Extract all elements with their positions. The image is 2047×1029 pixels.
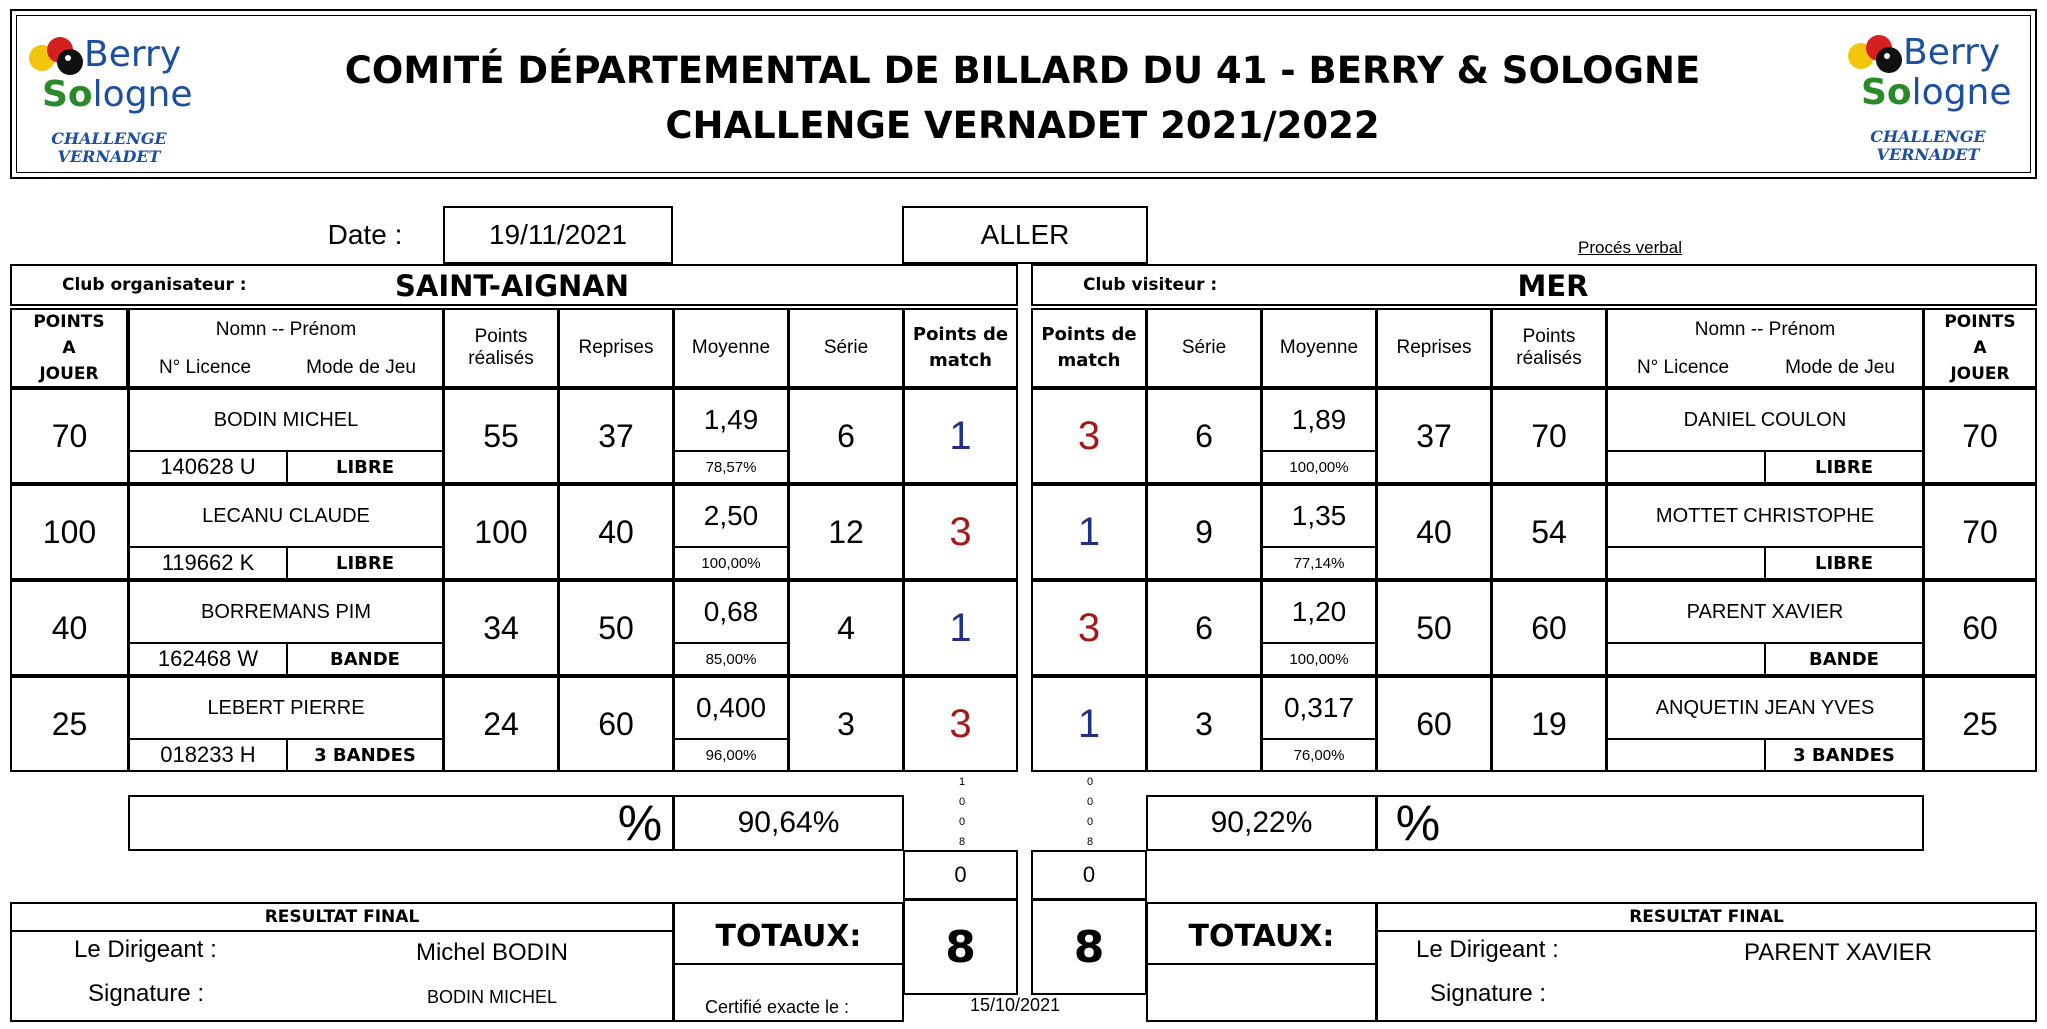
home-col-reprises: Reprises bbox=[558, 308, 674, 388]
away-player-mode: LIBRE bbox=[1764, 546, 1924, 580]
home-serie: 6 bbox=[788, 388, 904, 484]
away-player-licence bbox=[1606, 642, 1766, 676]
home-total: 8 bbox=[903, 899, 1018, 995]
away-percent-bar bbox=[1376, 795, 1924, 851]
away-points-a-jouer: 60 bbox=[1923, 580, 2037, 676]
home-player-name: LECANU CLAUDE bbox=[128, 484, 444, 548]
away-col-nom-label: Nomn -- Prénom bbox=[1694, 319, 1836, 340]
away-points-realises: 54 bbox=[1491, 484, 1607, 580]
away-club-name: MER bbox=[1517, 269, 1589, 303]
home-moyenne-pct: 96,00% bbox=[673, 738, 789, 772]
away-points-a-jouer: 25 bbox=[1923, 676, 2037, 772]
away-col-points-realises: Points réalisés bbox=[1491, 308, 1607, 388]
home-percent-sign: % bbox=[617, 795, 663, 851]
billiard-balls-icon bbox=[1845, 32, 1907, 76]
home-signature-label: Signature : bbox=[88, 980, 205, 1007]
away-percent-value: 90,22% bbox=[1146, 795, 1377, 851]
away-reprises: 50 bbox=[1376, 580, 1492, 676]
away-club-label: Club visiteur : bbox=[1083, 275, 1218, 295]
home-player-mode: LIBRE bbox=[286, 450, 444, 484]
away-points-realises: 70 bbox=[1491, 388, 1607, 484]
home-player-name: BORREMANS PIM bbox=[128, 580, 444, 644]
away-points-match: 3 bbox=[1031, 388, 1147, 484]
away-moyenne-pct: 100,00% bbox=[1261, 450, 1377, 484]
away-totaux-label: TOTAUX: bbox=[1148, 909, 1375, 965]
away-moyenne-pct: 77,14% bbox=[1261, 546, 1377, 580]
home-tiny-digits: 1 0 0 8 bbox=[958, 776, 966, 848]
away-col-moyenne: Moyenne bbox=[1261, 308, 1377, 388]
totaux-box bbox=[673, 902, 904, 1022]
date-field: 19/11/2021 bbox=[443, 206, 673, 264]
away-col-nom bbox=[1606, 308, 1924, 388]
away-points-match: 1 bbox=[1031, 676, 1147, 772]
home-club-label: Club organisateur : bbox=[62, 275, 247, 295]
away-player-name: DANIEL COULON bbox=[1606, 388, 1924, 452]
home-reprises: 60 bbox=[558, 676, 674, 772]
home-club-bar bbox=[10, 264, 1018, 306]
away-points-match: 3 bbox=[1031, 580, 1147, 676]
home-totaux-label: TOTAUX: bbox=[675, 909, 902, 965]
home-signature-value: BODIN MICHEL bbox=[426, 986, 558, 1007]
home-serie: 3 bbox=[788, 676, 904, 772]
home-moyenne: 1,49 bbox=[673, 388, 789, 452]
away-player-name: ANQUETIN JEAN YVES bbox=[1606, 676, 1924, 740]
home-points-match: 1 bbox=[903, 388, 1018, 484]
away-player-mode: LIBRE bbox=[1764, 450, 1924, 484]
certifie-date: 15/10/2021 bbox=[970, 995, 1061, 1015]
home-player-licence: 162468 W bbox=[128, 642, 288, 676]
away-serie: 6 bbox=[1146, 388, 1262, 484]
home-moyenne-pct: 85,00% bbox=[673, 642, 789, 676]
home-col-moyenne: Moyenne bbox=[673, 308, 789, 388]
away-totaux-box bbox=[1146, 902, 1377, 1022]
away-moyenne: 1,20 bbox=[1261, 580, 1377, 644]
home-dirigeant-label: Le Dirigeant : bbox=[74, 936, 217, 963]
home-col-serie: Série bbox=[788, 308, 904, 388]
away-col-mode-label: Mode de Jeu bbox=[1785, 357, 1895, 378]
away-col-points-match: Points de match bbox=[1031, 308, 1147, 388]
date-label: Date : bbox=[327, 219, 403, 250]
logo-left bbox=[26, 30, 196, 170]
away-moyenne: 1,89 bbox=[1261, 388, 1377, 452]
away-moyenne: 1,35 bbox=[1261, 484, 1377, 548]
away-dirigeant-value: PARENT XAVIER bbox=[1743, 939, 1933, 966]
home-col-nom bbox=[128, 308, 444, 388]
away-total: 8 bbox=[1031, 899, 1147, 995]
home-points-realises: 55 bbox=[443, 388, 559, 484]
home-serie: 12 bbox=[788, 484, 904, 580]
away-percent-sign: % bbox=[1395, 795, 1441, 851]
home-points-a-jouer: 70 bbox=[10, 388, 129, 484]
away-player-mode: 3 BANDES bbox=[1764, 738, 1924, 772]
home-percent-bar bbox=[128, 795, 674, 851]
home-player-licence: 140628 U bbox=[128, 450, 288, 484]
away-reprises: 60 bbox=[1376, 676, 1492, 772]
away-moyenne-pct: 100,00% bbox=[1261, 642, 1377, 676]
away-player-licence bbox=[1606, 738, 1766, 772]
home-reprises: 40 bbox=[558, 484, 674, 580]
away-dirigeant-label: Le Dirigeant : bbox=[1416, 936, 1559, 963]
away-tiny-digits: 0 0 0 8 bbox=[1086, 776, 1094, 848]
away-col-points-a-jouer: POINTS A JOUER bbox=[1923, 308, 2037, 388]
proces-verbal-label: Procés verbal bbox=[1578, 238, 1682, 257]
away-serie: 6 bbox=[1146, 580, 1262, 676]
certifie-label: Certifié exacte le : bbox=[705, 997, 850, 1017]
away-signature-value bbox=[1678, 982, 1998, 1012]
home-moyenne: 0,68 bbox=[673, 580, 789, 644]
away-col-reprises: Reprises bbox=[1376, 308, 1492, 388]
away-player-name: PARENT XAVIER bbox=[1606, 580, 1924, 644]
away-points-realises: 19 bbox=[1491, 676, 1607, 772]
away-serie: 3 bbox=[1146, 676, 1262, 772]
away-points-realises: 60 bbox=[1491, 580, 1607, 676]
logo-sologne-text: Sologne bbox=[42, 74, 193, 115]
home-player-name: LEBERT PIERRE bbox=[128, 676, 444, 740]
home-percent-value: 90,64% bbox=[673, 795, 904, 851]
home-player-name: BODIN MICHEL bbox=[128, 388, 444, 452]
away-serie: 9 bbox=[1146, 484, 1262, 580]
logo-berry-text: Berry bbox=[84, 34, 182, 75]
home-points-realises: 24 bbox=[443, 676, 559, 772]
leg-field: ALLER bbox=[902, 206, 1148, 264]
home-moyenne: 2,50 bbox=[673, 484, 789, 548]
away-result-box bbox=[1376, 902, 2037, 1022]
home-points-match: 3 bbox=[903, 484, 1018, 580]
home-player-mode: LIBRE bbox=[286, 546, 444, 580]
billiard-balls-icon bbox=[26, 34, 88, 78]
home-moyenne: 0,400 bbox=[673, 676, 789, 740]
home-col-licence-label: N° Licence bbox=[158, 357, 252, 378]
home-points-match: 1 bbox=[903, 580, 1018, 676]
home-points-a-jouer: 25 bbox=[10, 676, 129, 772]
away-points-a-jouer: 70 bbox=[1923, 484, 2037, 580]
home-small-total: 0 bbox=[903, 850, 1018, 900]
away-player-mode: BANDE bbox=[1764, 642, 1924, 676]
home-points-a-jouer: 40 bbox=[10, 580, 129, 676]
home-serie: 4 bbox=[788, 580, 904, 676]
home-club-name: SAINT-AIGNAN bbox=[395, 269, 629, 303]
home-reprises: 37 bbox=[558, 388, 674, 484]
home-moyenne-pct: 78,57% bbox=[673, 450, 789, 484]
page-title: COMITÉ DÉPARTEMENTAL DE BILLARD DU 41 - BERRY & SOLOGNE bbox=[344, 48, 1701, 92]
logo-challenge-text: CHALLENGE VERNADET bbox=[1870, 127, 1986, 164]
away-player-licence bbox=[1606, 546, 1766, 580]
away-player-licence bbox=[1606, 450, 1766, 484]
away-reprises: 37 bbox=[1376, 388, 1492, 484]
home-resultat-final: RESULTAT FINAL bbox=[12, 904, 672, 932]
away-moyenne: 0,317 bbox=[1261, 676, 1377, 740]
home-result-box bbox=[10, 902, 674, 1022]
page-subtitle: CHALLENGE VERNADET 2021/2022 bbox=[665, 103, 1380, 147]
home-points-match: 3 bbox=[903, 676, 1018, 772]
away-signature-label: Signature : bbox=[1430, 980, 1547, 1007]
away-points-a-jouer: 70 bbox=[1923, 388, 2037, 484]
home-reprises: 50 bbox=[558, 580, 674, 676]
away-club-bar bbox=[1031, 264, 2037, 306]
away-small-total: 0 bbox=[1031, 850, 1147, 900]
logo-sologne-text: Sologne bbox=[1861, 72, 2012, 113]
away-player-name: MOTTET CHRISTOPHE bbox=[1606, 484, 1924, 548]
home-points-realises: 34 bbox=[443, 580, 559, 676]
home-col-nom-label: Nomn -- Prénom bbox=[215, 319, 357, 340]
home-col-points-match: Points de match bbox=[903, 308, 1018, 388]
away-col-licence-label: N° Licence bbox=[1636, 357, 1730, 378]
home-points-a-jouer: 100 bbox=[10, 484, 129, 580]
home-col-points-realises: Points réalisés bbox=[443, 308, 559, 388]
logo-right bbox=[1845, 28, 2015, 168]
home-player-licence: 119662 K bbox=[128, 546, 288, 580]
home-col-points-a-jouer: POINTS A JOUER bbox=[10, 308, 128, 388]
away-moyenne-pct: 76,00% bbox=[1261, 738, 1377, 772]
home-points-realises: 100 bbox=[443, 484, 559, 580]
home-player-licence: 018233 H bbox=[128, 738, 288, 772]
away-reprises: 40 bbox=[1376, 484, 1492, 580]
home-dirigeant-value: Michel BODIN bbox=[415, 939, 569, 966]
logo-berry-text: Berry bbox=[1903, 32, 2001, 73]
away-points-match: 1 bbox=[1031, 484, 1147, 580]
home-col-mode-label: Mode de Jeu bbox=[306, 357, 416, 378]
home-moyenne-pct: 100,00% bbox=[673, 546, 789, 580]
home-player-mode: 3 BANDES bbox=[286, 738, 444, 772]
logo-challenge-text: CHALLENGE VERNADET bbox=[51, 129, 167, 166]
away-col-serie: Série bbox=[1146, 308, 1262, 388]
away-resultat-final: RESULTAT FINAL bbox=[1378, 904, 2035, 932]
home-player-mode: BANDE bbox=[286, 642, 444, 676]
